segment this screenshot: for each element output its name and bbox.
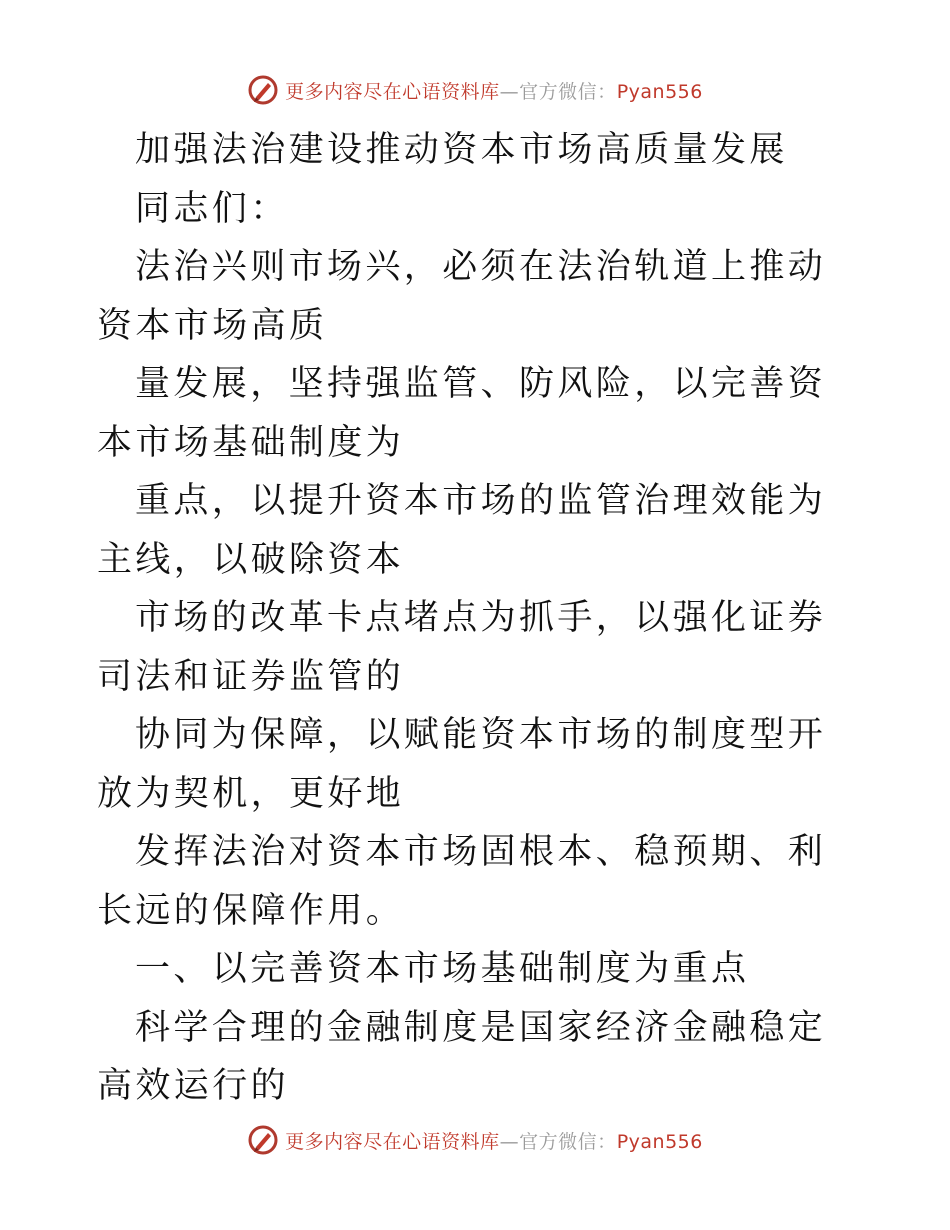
document-body: [97, 121, 857, 1116]
document-title: 加强法治建设推动资本市场高质量发展: [135, 130, 788, 170]
footer-banner-text: 更多内容尽在心语资料库—官方微信：Pyan556: [285, 1130, 703, 1153]
header-banner: [0, 70, 950, 110]
pen-logo-icon: [247, 74, 279, 106]
body-paragraph: 重点，以提升资本市场的监管治理效能为主线，以破除资本: [97, 481, 827, 580]
footer-banner: [0, 1120, 950, 1160]
pen-logo-icon: [247, 1124, 279, 1156]
body-paragraph: 市场的改革卡点堵点为抓手，以强化证券司法和证券监管的: [97, 598, 827, 697]
body-paragraph: 法治兴则市场兴，必须在法治轨道上推动资本市场高质: [97, 247, 827, 346]
header-banner-text: 更多内容尽在心语资料库—官方微信：Pyan556: [285, 80, 703, 103]
body-paragraph: 量发展，坚持强监管、防风险，以完善资本市场基础制度为: [97, 364, 827, 463]
body-paragraph: 发挥法治对资本市场固根本、稳预期、利长远的保障作用。: [97, 832, 827, 931]
section-heading: 一、以完善资本市场基础制度为重点: [135, 949, 750, 989]
body-paragraph: 协同为保障，以赋能资本市场的制度型开放为契机，更好地: [97, 715, 827, 814]
salutation: 同志们：: [135, 188, 289, 229]
body-paragraph: 科学合理的金融制度是国家经济金融稳定高效运行的: [97, 1007, 827, 1106]
